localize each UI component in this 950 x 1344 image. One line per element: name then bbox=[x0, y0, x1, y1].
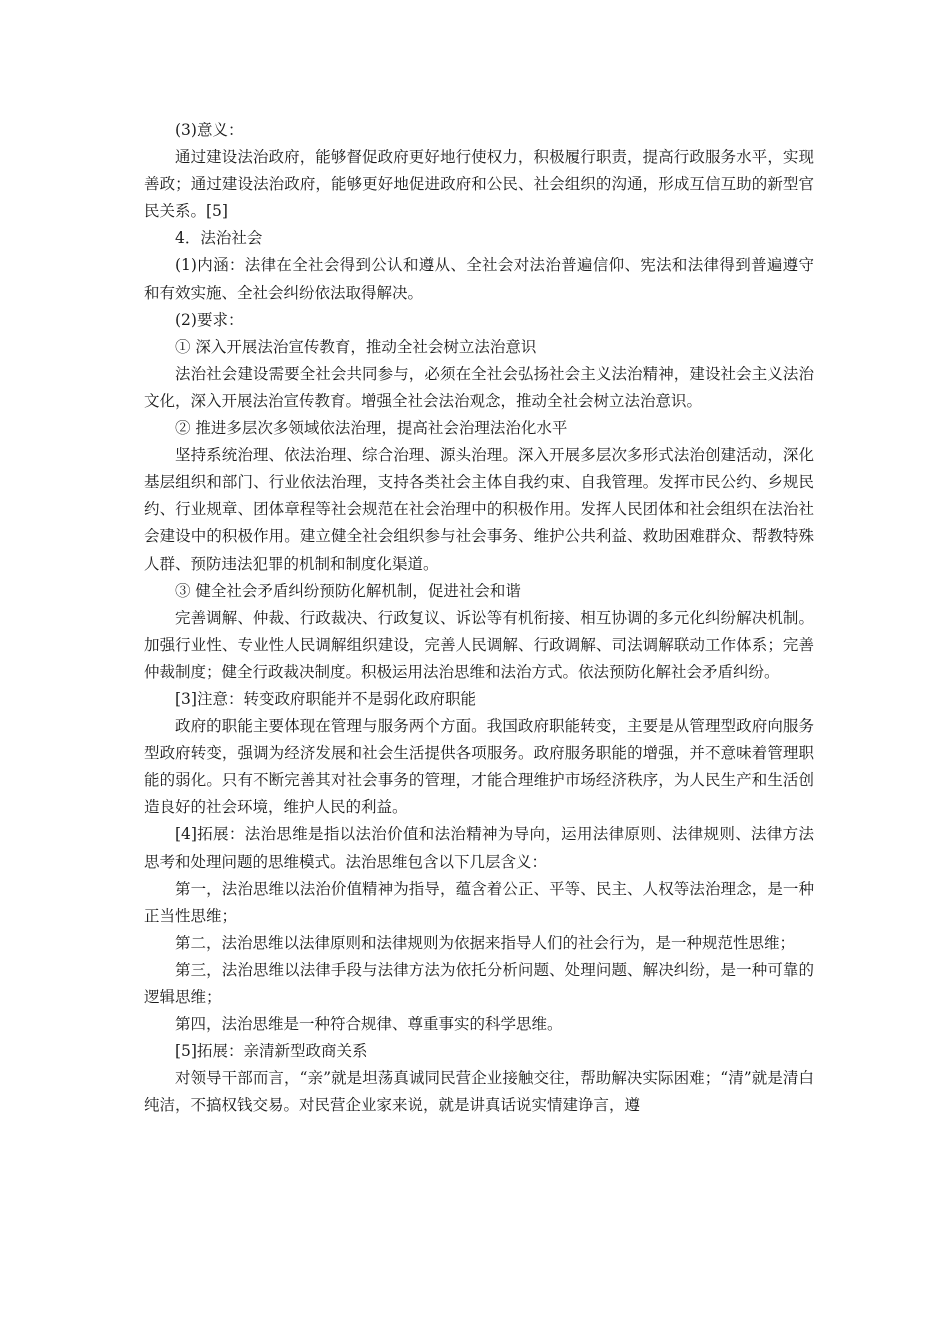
paragraph-significance: 通过建设法治政府，能够督促政府更好地行使权力，积极履行职责，提高行政服务水平，实现善政；通过建设法治政府，能够更好地促进政府和公民、社会组织的沟通，形成互信互助的新型官民关系。[5] bbox=[144, 148, 814, 221]
paragraph-2: 坚持系统治理、依法治理、综合治理、源头治理。深入开展多层次多形式法治创建活动，深化基层组织和部门、行业依法治理，支持各类社会主体自我约束、自我管理。发挥市民公约、乡规民约、行业规章、团体章程等社会规范在社会治理中的积极作用。发挥人民团体和社会组织在法治社会建设中的积极作用。建立健全社会组织参与社会事务、维护公共利益、救助困难群众、帮教特殊人群、预防违法犯罪的机制和制度化渠道。 bbox=[144, 446, 814, 573]
note-3-paragraph: 政府的职能主要体现在管理与服务两个方面。我国政府职能转变，主要是从管理型政府向服务型政府转变，强调为经济发展和社会生活提供各项服务。政府服务职能的增强，并不意味着管理职能的弱化。只有不断完善其对社会事务的管理，才能合理维护市场经济秩序，为人民生产和生活创造良好的社会环境，维护人民的利益。 bbox=[144, 717, 814, 817]
note-4-point-1: 第一，法治思维以法治价值精神为指导，蕴含着公正、平等、民主、人权等法治理念，是一种正当性思维； bbox=[144, 879, 814, 925]
note-3-heading: [3]注意：转变政府职能并不是弱化政府职能 bbox=[175, 689, 476, 708]
subheading-3: ③ 健全社会矛盾纠纷预防化解机制，促进社会和谐 bbox=[175, 581, 521, 600]
subheading-2: ② 推进多层次多领域依法治理，提高社会治理法治化水平 bbox=[175, 419, 568, 438]
heading-rule-of-law-society: 4．法治社会 bbox=[175, 229, 263, 248]
subheading-1: ① 深入开展法治宣传教育，推动全社会树立法治意识 bbox=[175, 337, 537, 356]
note-5-heading: [5]拓展：亲清新型政商关系 bbox=[175, 1042, 368, 1061]
paragraph-3: 完善调解、仲裁、行政裁决、行政复议、诉讼等有机衔接、相互协调的多元化纠纷解决机制。加强行业性、专业性人民调解组织建设，完善人民调解、行政调解、司法调解联动工作体系；完善仲裁制度；健全行政裁决制度。积极运用法治思维和法治方式。依法预防化解社会矛盾纠纷。 bbox=[144, 608, 814, 681]
note-4-heading: [4]拓展：法治思维是指以法治价值和法治精神为导向，运用法律原则、法律规则、法律方法思考和处理问题的思维模式。法治思维包含以下几层含义： bbox=[144, 825, 814, 871]
heading-significance: (3)意义： bbox=[175, 121, 244, 139]
paragraph-1: 法治社会建设需要全社会共同参与，必须在全社会弘扬社会主义法治精神，建设社会主义法治文化，深入开展法治宣传教育。增强全社会法治观念，推动全社会树立法治意识。 bbox=[144, 364, 814, 410]
note-4-point-4: 第四，法治思维是一种符合规律、尊重事实的科学思维。 bbox=[175, 1015, 563, 1034]
document-body bbox=[144, 117, 814, 1119]
paragraph-connotation: (1)内涵：法律在全社会得到公认和遵从、全社会对法治普遍信仰、宪法和法律得到普遍遵守和有效实施、全社会纠纷依法取得解决。 bbox=[144, 256, 814, 302]
note-4-point-2: 第二，法治思维以法律原则和法律规则为依据来指导人们的社会行为，是一种规范性思维； bbox=[175, 933, 796, 952]
note-4-point-3: 第三，法治思维以法律手段与法律方法为依托分析问题、处理问题、解决纠纷，是一种可靠的逻辑思维； bbox=[144, 960, 814, 1006]
note-5-paragraph: 对领导干部而言，“亲”就是坦荡真诚同民营企业接触交往，帮助解决实际困难；“清”就是清白纯洁，不搞权钱交易。对民营企业家来说，就是讲真话说实情建诤言，遵 bbox=[144, 1069, 814, 1115]
heading-requirements: (2)要求： bbox=[175, 310, 244, 329]
